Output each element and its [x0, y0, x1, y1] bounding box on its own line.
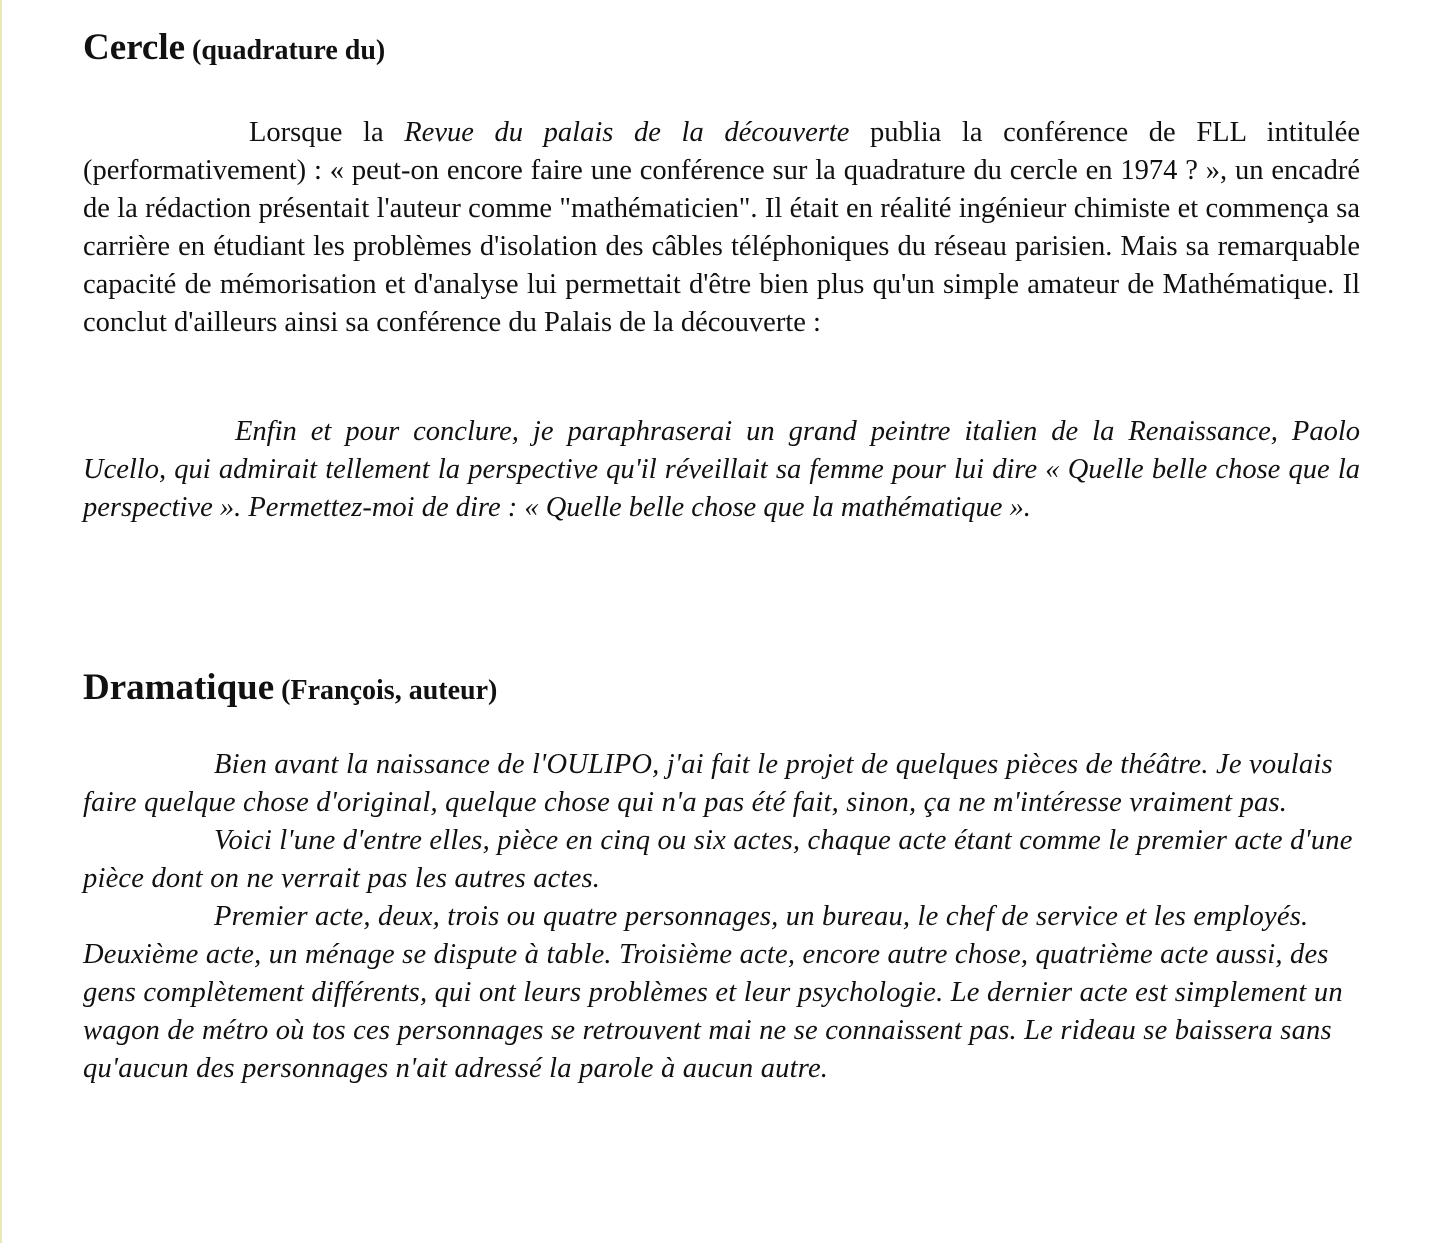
cercle-paragraph-rest: publia la conférence de FLL intitulée (performativement) : « peut-on encore faire une conférence sur la quadrature du cercle en 1974 ? », un encadré de la rédaction présentait l'auteur comme "mathématicien". Il était en réalité ingénieur chimiste et commença sa carrière en étudiant les problèmes d'isolation des câbles téléphoniques du réseau parisien. Mais sa remarquable capacité de mémorisation et d'analyse lui permettait d'être bien plus qu'un simple amateur de Mathématique. Il conclut d'ailleurs ainsi sa conférence du Palais de la découverte : — [83, 117, 1360, 338]
heading-qualifier: (François, auteur) — [274, 675, 498, 706]
heading-keyword: Dramatique — [83, 667, 275, 708]
cercle-quote: Enfin et pour conclure, je paraphraserai un grand peintre italien de la Renaissance, Paolo Ucello, qui admirait tellement la perspective qu'il réveillait sa femme pour lui dire « Quelle belle chose que la perspective ». Permettez-moi de dire : « Quelle belle chose que la mathématique ». — [83, 416, 1360, 523]
cercle-paragraph-start: Lorsque la — [249, 117, 405, 148]
heading-qualifier: (quadrature du) — [185, 35, 386, 66]
entry-heading-cercle — [83, 27, 386, 69]
heading-keyword: Cercle — [83, 27, 186, 68]
cercle-paragraph — [83, 114, 1360, 342]
entry-heading-dramatique — [83, 667, 498, 709]
publication-title: Revue du palais de la découverte — [404, 117, 850, 148]
dramatique-text — [83, 746, 1360, 1088]
dramatique-paragraph: Premier acte, deux, trois ou quatre personnages, un bureau, le chef de service et les employés. Deuxième acte, un ménage se dispute à table. Troisième acte, encore autre chose, quatrième acte aussi, des gens complètement différents, qui ont leurs problèmes et leur psychologie. Le dernier acte est simplement un wagon de métro où tos ces personnages se retrouvent mai ne se connaissent pas. Le rideau se baissera sans qu'aucun des personnages n'ait adressé la parole à aucun autre. — [83, 901, 1343, 1084]
dramatique-paragraph: Bien avant la naissance de l'OULIPO, j'ai fait le projet de quelques pièces de théâtre. Je voulais faire quelque chose d'original, quelque chose qui n'a pas été fait, sinon, ça ne m'intéresse vraiment pas. — [83, 749, 1333, 818]
page-left-border — [0, 0, 2, 1243]
dramatique-paragraph: Voici l'une d'entre elles, pièce en cinq ou six actes, chaque acte étant comme le premier acte d'une pièce dont on ne verrait pas les autres actes. — [83, 825, 1353, 894]
